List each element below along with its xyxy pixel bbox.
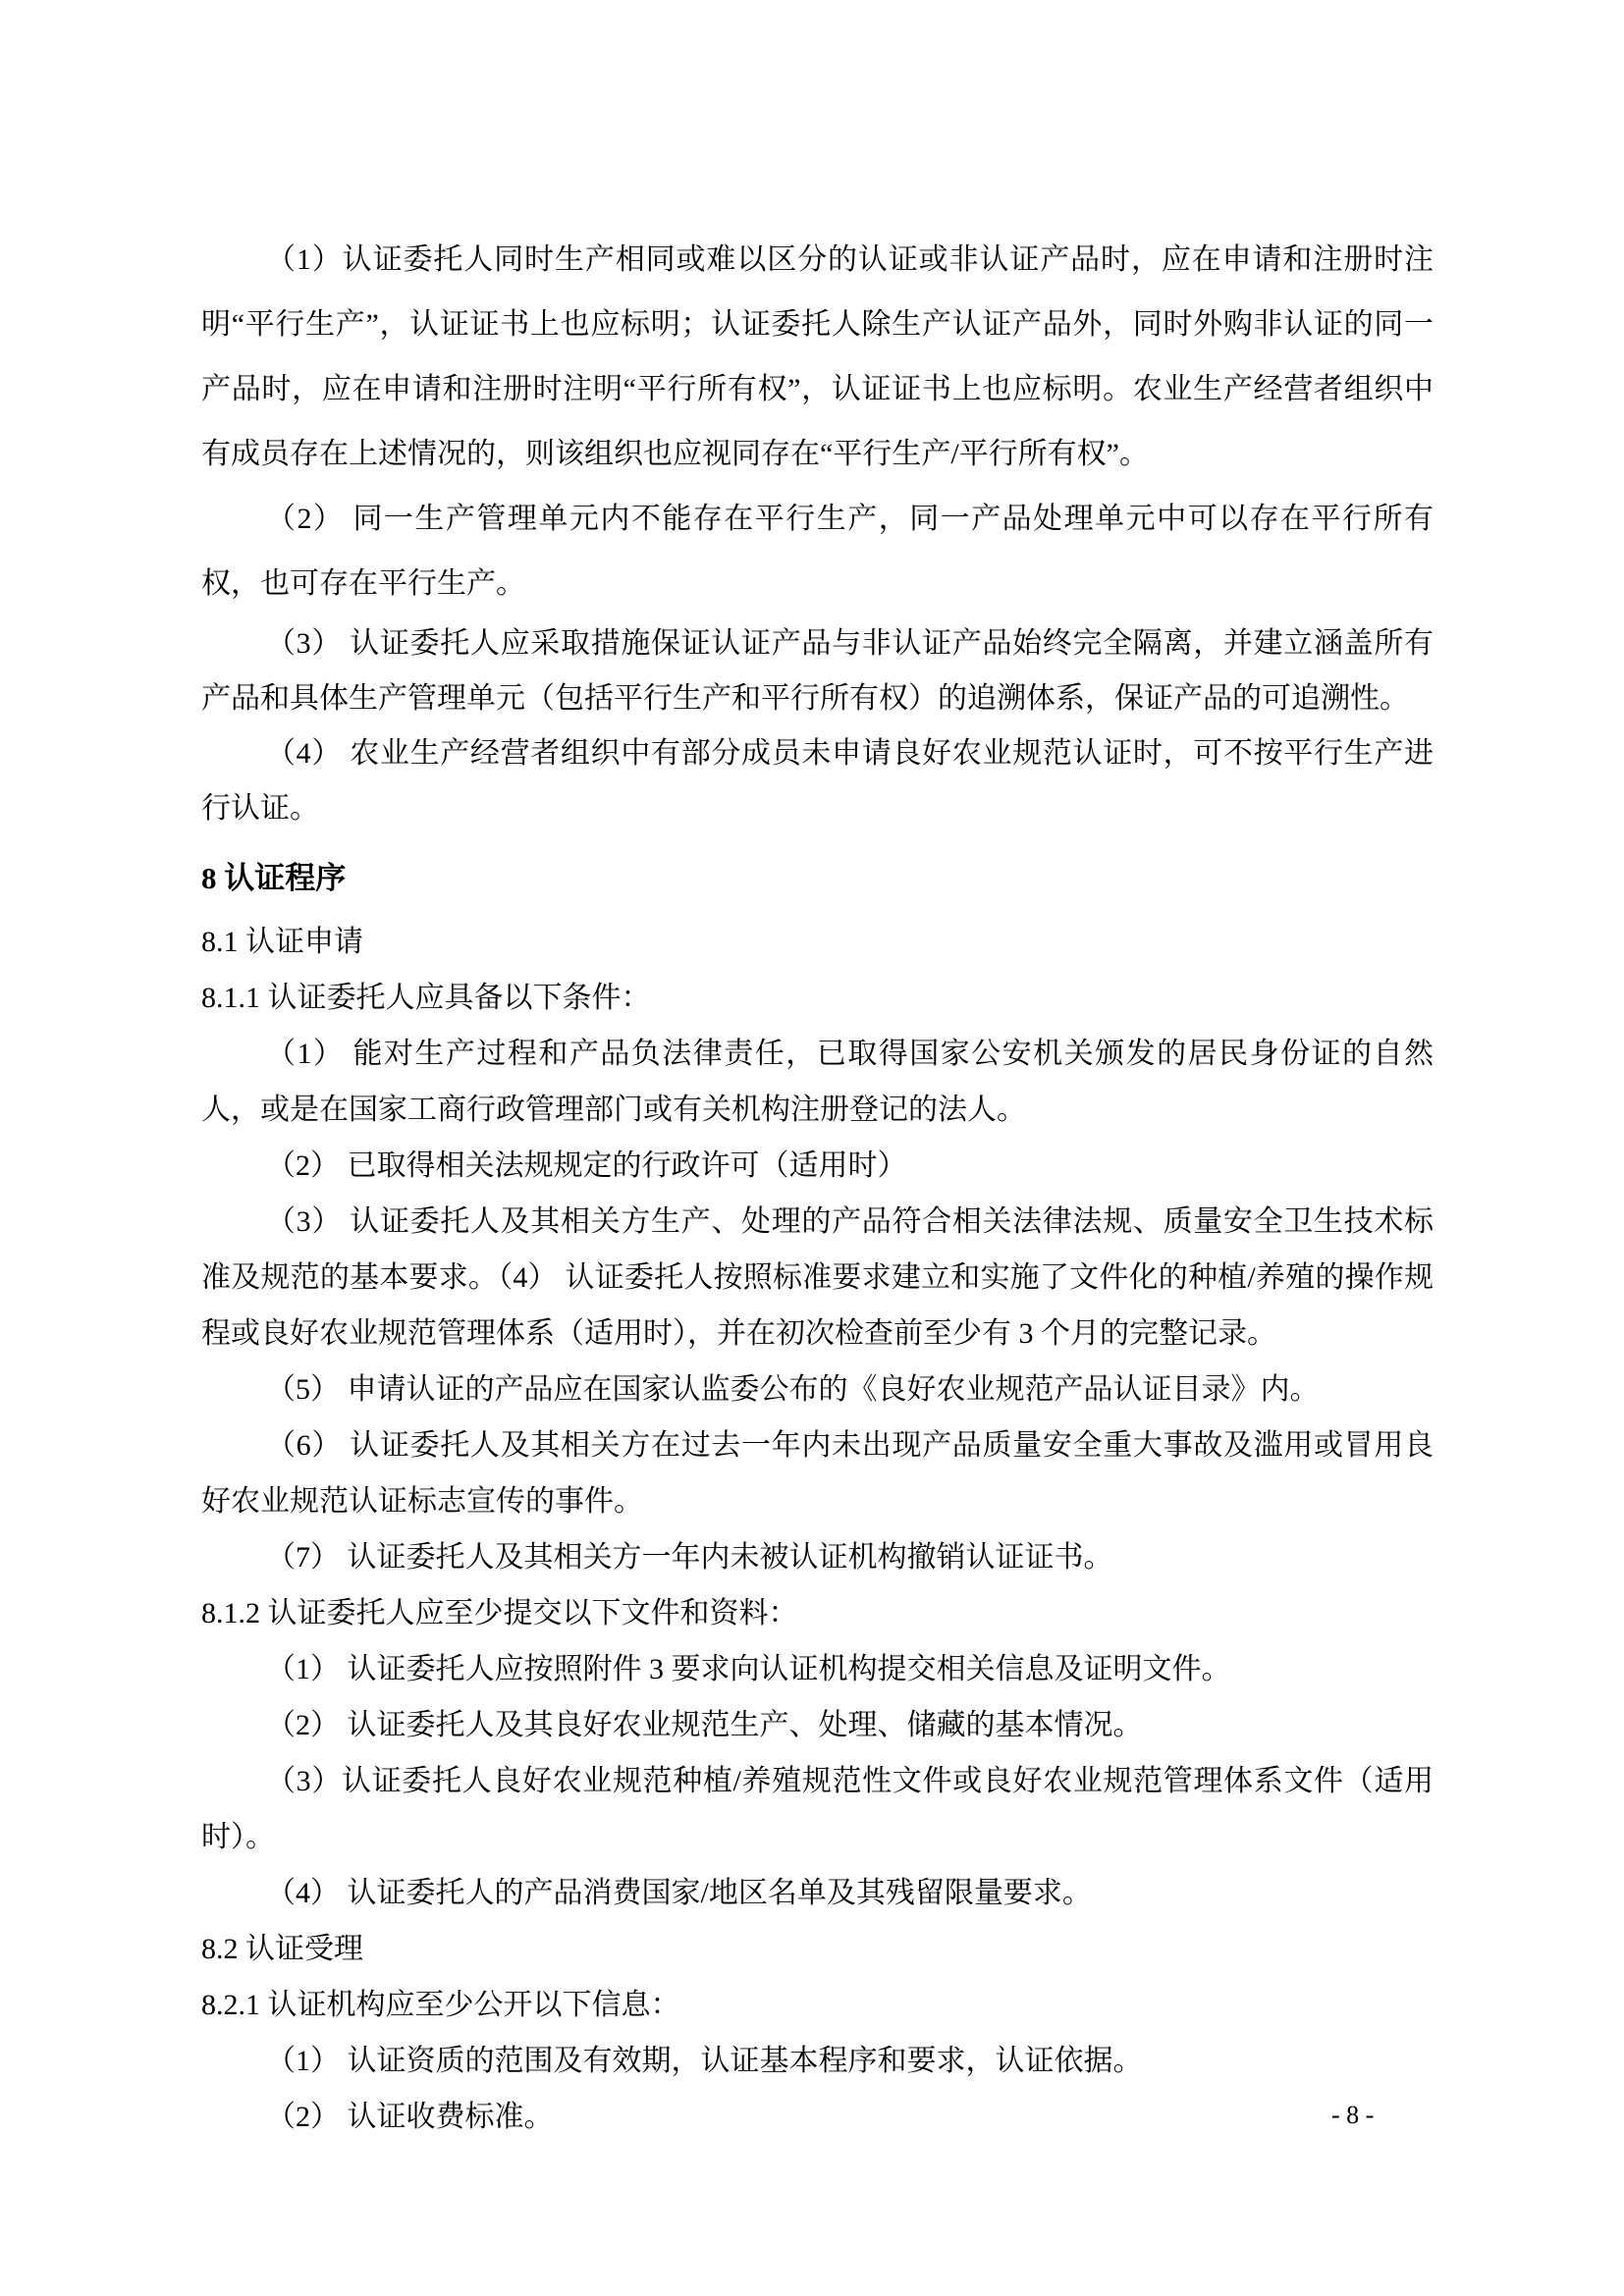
body-paragraph: （3）认证委托人良好农业规范种植/养殖规范性文件或良好农业规范管理体系文件（适用时）。 [201, 1765, 1434, 1853]
section-heading: 8.1 认证申请 [201, 926, 363, 958]
section-heading: 8.2.1 认证机构应至少公开以下信息： [201, 1989, 680, 2021]
section-heading: 8.2 认证受理 [201, 1933, 363, 1965]
document-body [201, 228, 1434, 2145]
body-paragraph: （1）认证委托人同时生产相同或难以区分的认证或非认证产品时，应在申请和注册时注明“平行生产”，认证证书上也应标明；认证委托人除生产认证产品外，同时外购非认证的同一产品时，应在申请和注册时注明“平行所有权”，认证证书上也应标明。农业生产经营者组织中有成员存在上述情况的，则该组织也应视同存在“平行生产/平行所有权”。 [201, 243, 1434, 470]
body-paragraph: （7） 认证委托人及其相关方一年内未被认证机构撤销认证证书。 [266, 1541, 1113, 1574]
chapter-heading: 8 认证程序 [201, 861, 347, 895]
body-paragraph: （3） 认证委托人应采取措施保证认证产品与非认证产品始终完全隔离，并建立涵盖所有产品和具体生产管理单元（包括平行生产和平行所有权）的追溯体系，保证产品的可追溯性。 [201, 627, 1434, 715]
body-paragraph: （5） 申请认证的产品应在国家认监委公布的《良好农业规范产品认证目录》内。 [266, 1373, 1320, 1406]
body-paragraph: （1） 能对生产过程和产品负法律责任，已取得国家公安机关颁发的居民身份证的自然人，或是在国家工商行政管理部门或有关机构注册登记的法人。 [201, 1038, 1434, 1126]
body-paragraph: （2） 已取得相关法规规定的行政许可（适用时） [266, 1149, 907, 1182]
body-paragraph: （2） 同一生产管理单元内不能存在平行生产，同一产品处理单元中可以存在平行所有权，也可存在平行生产。 [201, 503, 1434, 600]
section-heading: 8.1.1 认证委托人应具备以下条件： [201, 982, 651, 1014]
body-paragraph: （4） 认证委托人的产品消费国家/地区名单及其残留限量要求。 [266, 1877, 1092, 1909]
body-paragraph: （3） 认证委托人及其相关方生产、处理的产品符合相关法律法规、质量安全卫生技术标准及规范的基本要求。（4） 认证委托人按照标准要求建立和实施了文件化的种植/养殖的操作规程或良好农业规范管理体系（适用时），并在初次检查前至少有 3 个月的完整记录。 [201, 1205, 1434, 1350]
body-paragraph: （2） 认证委托人及其良好农业规范生产、处理、储藏的基本情况。 [266, 1709, 1143, 1741]
body-paragraph: （6） 认证委托人及其相关方在过去一年内未出现产品质量安全重大事故及滥用或冒用良好农业规范认证标志宣传的事件。 [201, 1429, 1434, 1518]
body-paragraph: （4） 农业生产经营者组织中有部分成员未申请良好农业规范认证时，可不按平行生产进行认证。 [201, 737, 1434, 825]
body-paragraph: （1） 认证委托人应按照附件 3 要求向认证机构提交相关信息及证明文件。 [266, 1653, 1231, 1685]
page-number: - 8 - [1331, 2101, 1375, 2129]
body-paragraph: （2） 认证收费标准。 [266, 2101, 554, 2133]
section-heading: 8.1.2 认证委托人应至少提交以下文件和资料： [201, 1597, 798, 1629]
body-paragraph: （1） 认证资质的范围及有效期，认证基本程序和要求，认证依据。 [266, 2045, 1143, 2077]
